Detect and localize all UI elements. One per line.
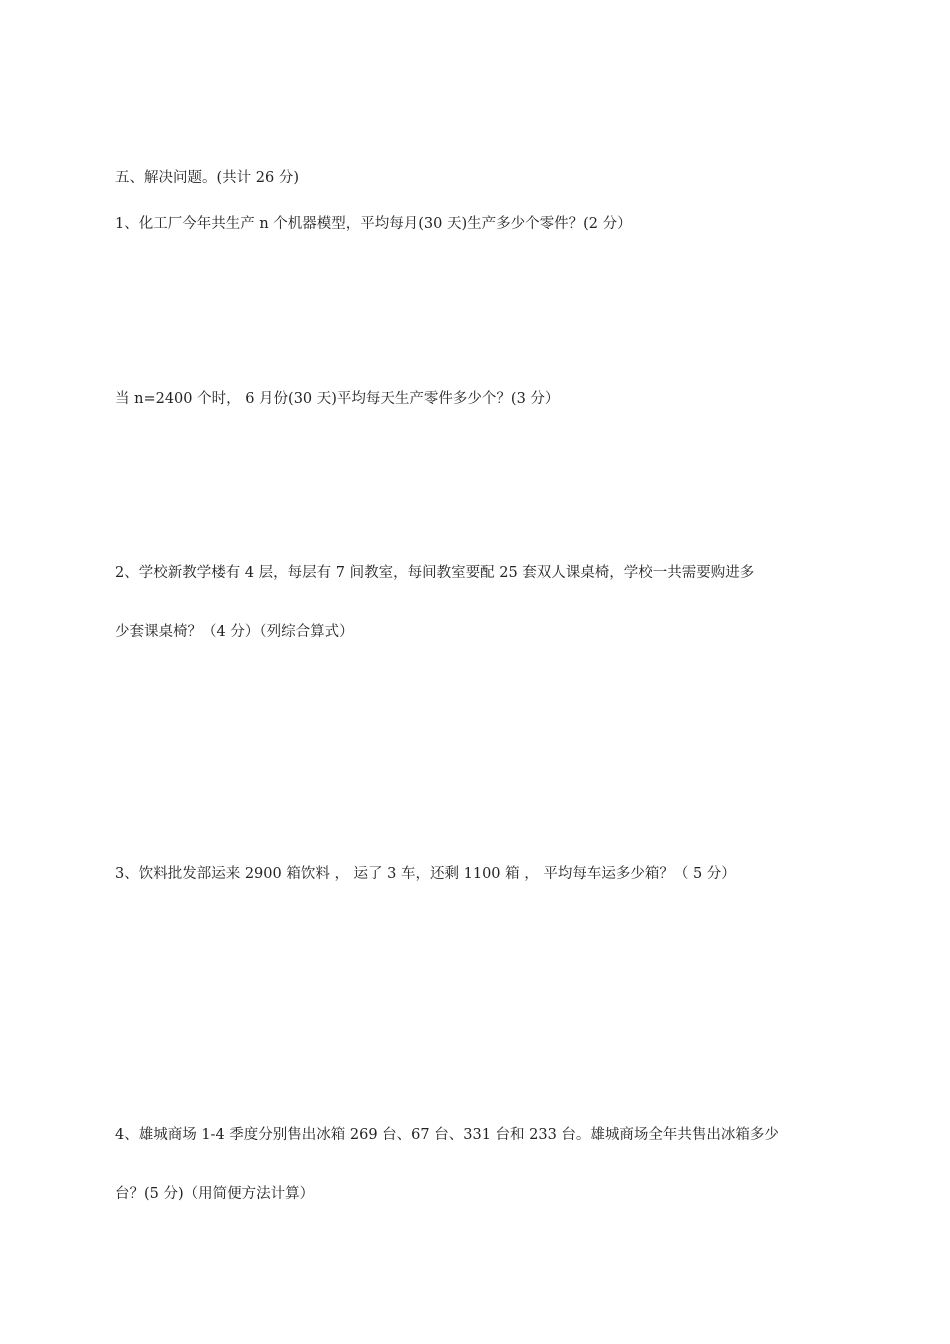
question-4-text-line-1: 4、雄城商场 1-4 季度分别售出冰箱 269 台、67 台、331 台和 233 台。雄城商场全年共售出冰箱多少 <box>115 1127 779 1143</box>
question-3-text: 3、饮料批发部运来 2900 箱饮料 ， 运了 3 车，还剩 1100 箱 ， 平均每车运多少箱？（ 5 分） <box>115 866 736 882</box>
question-1-subquestion: 当 n=2400 个时， 6 月份(30 天)平均每天生产零件多少个？(3 分） <box>115 391 560 407</box>
section-heading: 五、解决问题。(共计 26 分) <box>115 170 299 186</box>
question-4-text-line-2: 台？(5 分)（用简便方法计算） <box>115 1186 315 1202</box>
question-1-text: 1、化工厂今年共生产 n 个机器模型，平均每月(30 天)生产多少个零件？(2 分） <box>115 216 632 232</box>
question-2-text-line-1: 2、学校新教学楼有 4 层，每层有 7 间教室，每间教室要配 25 套双人课桌椅，学校一共需要购进多 <box>115 565 755 581</box>
question-2-text-line-2: 少套课桌椅？（4 分）（列综合算式） <box>115 624 354 640</box>
